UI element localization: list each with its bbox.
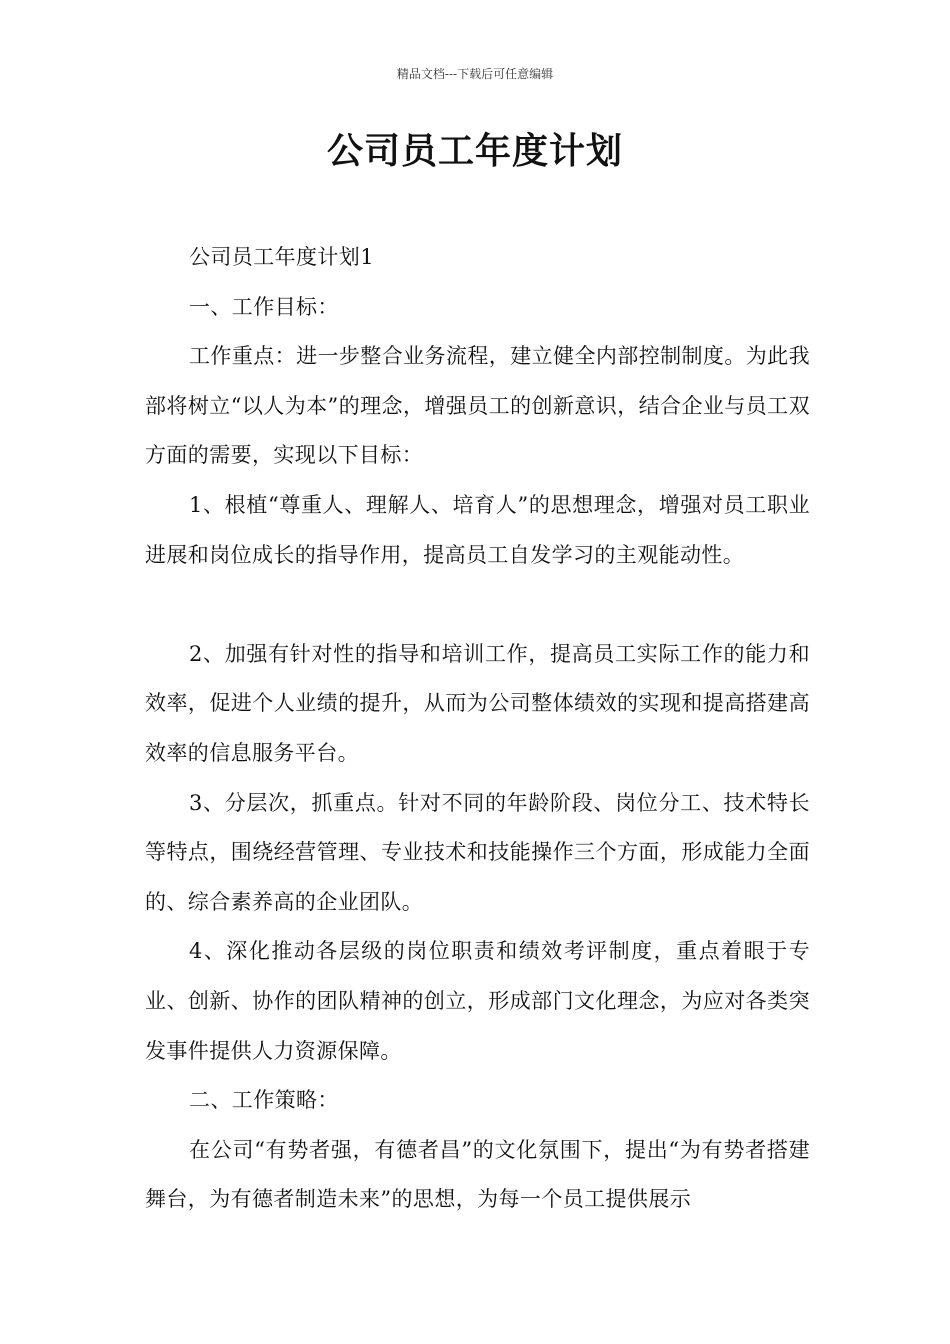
paragraph-goal-1: 1、根植“尊重人、理解人、培育人”的思想理念，增强对员工职业进展和岗位成长的指导作用，提高员工自发学习的主观能动性。 — [145, 492, 810, 567]
paragraph-goal-4: 4、深化推动各层级的岗位职责和绩效考评制度，重点着眼于专业、创新、协作的团队精神的创立，形成部门文化理念，为应对各类突发事件提供人力资源保障。 — [145, 939, 810, 1063]
paragraph-goal-3: 3、分层次，抓重点。针对不同的年龄阶段、岗位分工、技术特长等特点，围绕经营管理、专业技术和技能操作三个方面，形成能力全面的、综合素养高的企业团队。 — [145, 790, 810, 914]
header-watermark: 精品文档---下载后可任意编辑 — [396, 67, 554, 81]
section-heading-plan-1: 公司员工年度计划1 — [189, 245, 374, 269]
blank-line — [145, 580, 810, 630]
paragraph-strategy: 在公司“有势者强，有德者昌”的文化氛围下，提出“为有势者搭建舞台，为有德者制造未来”的思想，为每一个员工提供展示 — [145, 1137, 810, 1212]
section-heading-goals: 一、工作目标： — [189, 294, 339, 319]
section-heading-strategy: 二、工作策略： — [189, 1088, 339, 1113]
paragraph-goal-2: 2、加强有针对性的指导和培训工作，提高员工实际工作的能力和效率，促进个人业绩的提升，从而为公司整体绩效的实现和提高搭建高效率的信息服务平台。 — [145, 641, 810, 765]
document-title: 公司员工年度计划 — [326, 131, 623, 172]
document-body — [145, 233, 810, 1225]
paragraph-work-focus: 工作重点：进一步整合业务流程，建立健全内部控制制度。为此我部将树立“以人为本”的理念，增强员工的创新意识，结合企业与员工双方面的需要，实现以下目标： — [145, 344, 810, 468]
